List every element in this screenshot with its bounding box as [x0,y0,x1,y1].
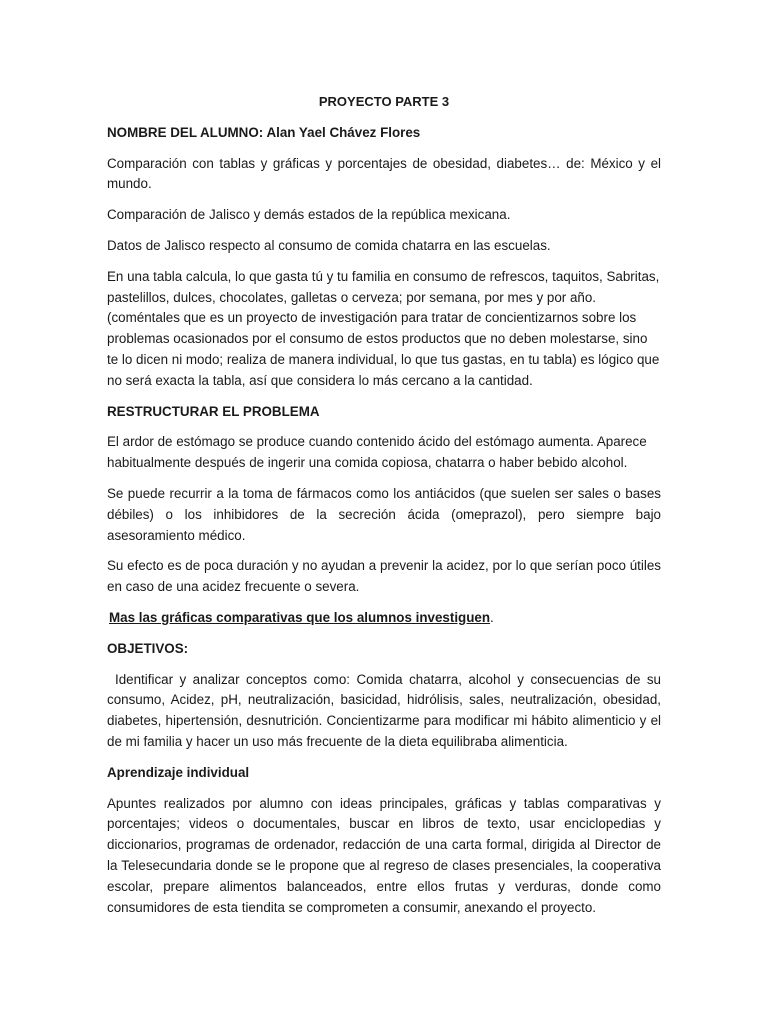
graphs-note-period: . [490,609,494,625]
learning-paragraph: Apuntes realizados por alumno con ideas principales, gráficas y tablas comparativas y porcentajes; videos o documentales, buscar en libros de texto, usar enciclopedias y diccionarios, programas de ordenador, redacción de una carta formal, dirigida al Director de la Telesecundaria donde se le propone que al regreso de clases presenciales, la cooperativa escolar, prepare alimentos balanceados, entre ellos frutas y verduras, donde como consumidores de esta tiendita se comprometen a consumir, anexando el proyecto. [107,795,661,915]
graphs-note [107,608,661,629]
heading-learning: Aprendizaje individual [107,764,250,780]
intro-paragraph-2: Comparación de Jalisco y demás estados de la república mexicana. [107,207,511,223]
graphs-note-text: Mas las gráficas comparativas que los alumnos investiguen [109,609,491,625]
objectives-paragraph: Identificar y analizar conceptos como: Comida chatarra, alcohol y consecuencias de su consumo, Acidez, pH, neutralización, basicidad, hidrólisis, sales, neutralización, obesidad, diabetes, hipertensión, desnutrición. Concientizarme para modificar mi hábito alimenticio y el de mi familia y hacer un uso más frecuente de la dieta equilibraba alimenticia. [107,671,661,749]
problem-paragraph-1: El ardor de estómago se produce cuando contenido ácido del estómago aumenta. Aparece habitualmente después de ingerir una comida copiosa, chatarra o haber bebido alcohol. [107,434,647,471]
problem-paragraph-3: Su efecto es de poca duración y no ayudan a prevenir la acidez, por lo que serían poco útiles en caso de una acidez frecuente o severa. [107,558,661,595]
heading-restructure: RESTRUCTURAR EL PROBLEMA [107,403,320,419]
document-page [107,92,661,928]
intro-paragraph-3: Datos de Jalisco respecto al consumo de comida chatarra en las escuelas. [107,237,551,253]
student-name-line: NOMBRE DEL ALUMNO: Alan Yael Chávez Flores [107,124,421,140]
intro-paragraph-4: En una tabla calcula, lo que gasta tú y tu familia en consumo de refrescos, taquitos, Sabritas, pastelillos, dulces, chocolates, galletas o cerveza; por semana, por mes y por año. (coméntales que es un proyecto de investigación para tratar de concientizarnos sobre los problemas ocasionados por el consumo de estos productos que no deben molestarse, sino te lo dicen ni modo; realiza de manera individual, lo que tus gastas, en tu tabla) es lógico que no será exacta la tabla, así que considera lo más cercano a la cantidad. [107,268,660,388]
problem-paragraph-2: Se puede recurrir a la toma de fármacos como los antiácidos (que suelen ser sales o bases débiles) o los inhibidores de la secreción ácida (omeprazol), pero siempre bajo asesoramiento médico. [107,485,661,543]
document-title: PROYECTO PARTE 3 [318,94,450,109]
heading-objectives: OBJETIVOS: [107,640,189,656]
intro-paragraph-1: Comparación con tablas y gráficas y porcentajes de obesidad, diabetes… de: México y el mundo. [107,155,661,192]
